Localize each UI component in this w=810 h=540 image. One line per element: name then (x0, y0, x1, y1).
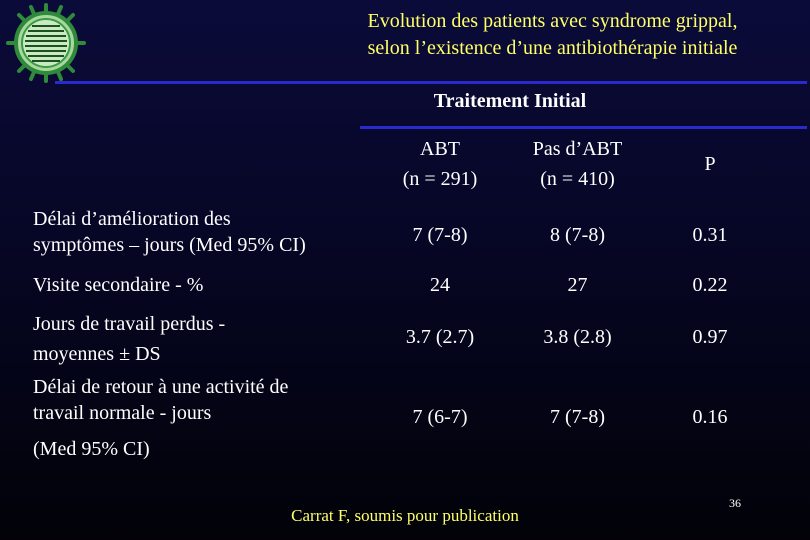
column-header-abt-name: ABT (420, 138, 460, 160)
row-label-line: (Med 95% CI) (33, 438, 150, 460)
slide-title-line-1: Evolution des patients avec syndrome grippal, (367, 10, 738, 32)
table-cell-abt: 3.7 (2.7) (405, 326, 475, 348)
column-header-no-abt (505, 134, 650, 194)
column-header-p (670, 149, 750, 179)
table-row-label (33, 374, 288, 462)
page-number: 36 (729, 496, 741, 510)
table-row-label (33, 311, 225, 367)
slide-title (300, 8, 805, 62)
title-rule (55, 81, 807, 84)
column-header-abt (370, 134, 510, 194)
table-cell-no-abt: 27 (567, 274, 588, 296)
table-cell-p: 0.22 (692, 274, 728, 296)
header-rule (360, 126, 807, 129)
row-label-line: Visite secondaire - % (33, 274, 204, 296)
row-label-line: Jours de travail perdus - (33, 313, 226, 335)
table-cell-abt: 24 (430, 274, 450, 296)
column-header-abt-n: (n = 291) (402, 168, 478, 190)
slide-title-line-2: selon l’existence d’une antibiothérapie initiale (367, 37, 738, 59)
table-row-label (33, 206, 306, 258)
column-header-no-abt-n: (n = 410) (540, 168, 615, 190)
table-cell-no-abt: 8 (7-8) (550, 224, 605, 246)
row-label-line: moyennes ± DS (33, 343, 161, 365)
table-cell-p: 0.16 (692, 406, 728, 428)
table-cell-abt: 7 (7-8) (412, 224, 468, 246)
section-label: Traitement Initial (433, 90, 587, 112)
column-header-p-name: P (704, 153, 716, 175)
row-label-line: Délai d’amélioration des (33, 208, 231, 230)
table-cell-no-abt: 7 (7-8) (550, 406, 605, 428)
table-cell-abt: 7 (6-7) (412, 406, 468, 428)
table-cell-p: 0.31 (692, 224, 728, 246)
citation: Carrat F, soumis pour publication (291, 506, 519, 525)
table-cell-p: 0.97 (692, 326, 728, 348)
row-label-line: travail normale - jours (33, 402, 212, 424)
table-cell-no-abt: 3.8 (2.8) (543, 326, 612, 348)
column-header-no-abt-name: Pas d’ABT (532, 138, 623, 160)
virus-icon (4, 3, 88, 83)
table-row-label (33, 272, 203, 298)
row-label-line: Délai de retour à une activité de (33, 376, 289, 398)
row-label-line: symptômes – jours (Med 95% CI) (33, 234, 306, 256)
